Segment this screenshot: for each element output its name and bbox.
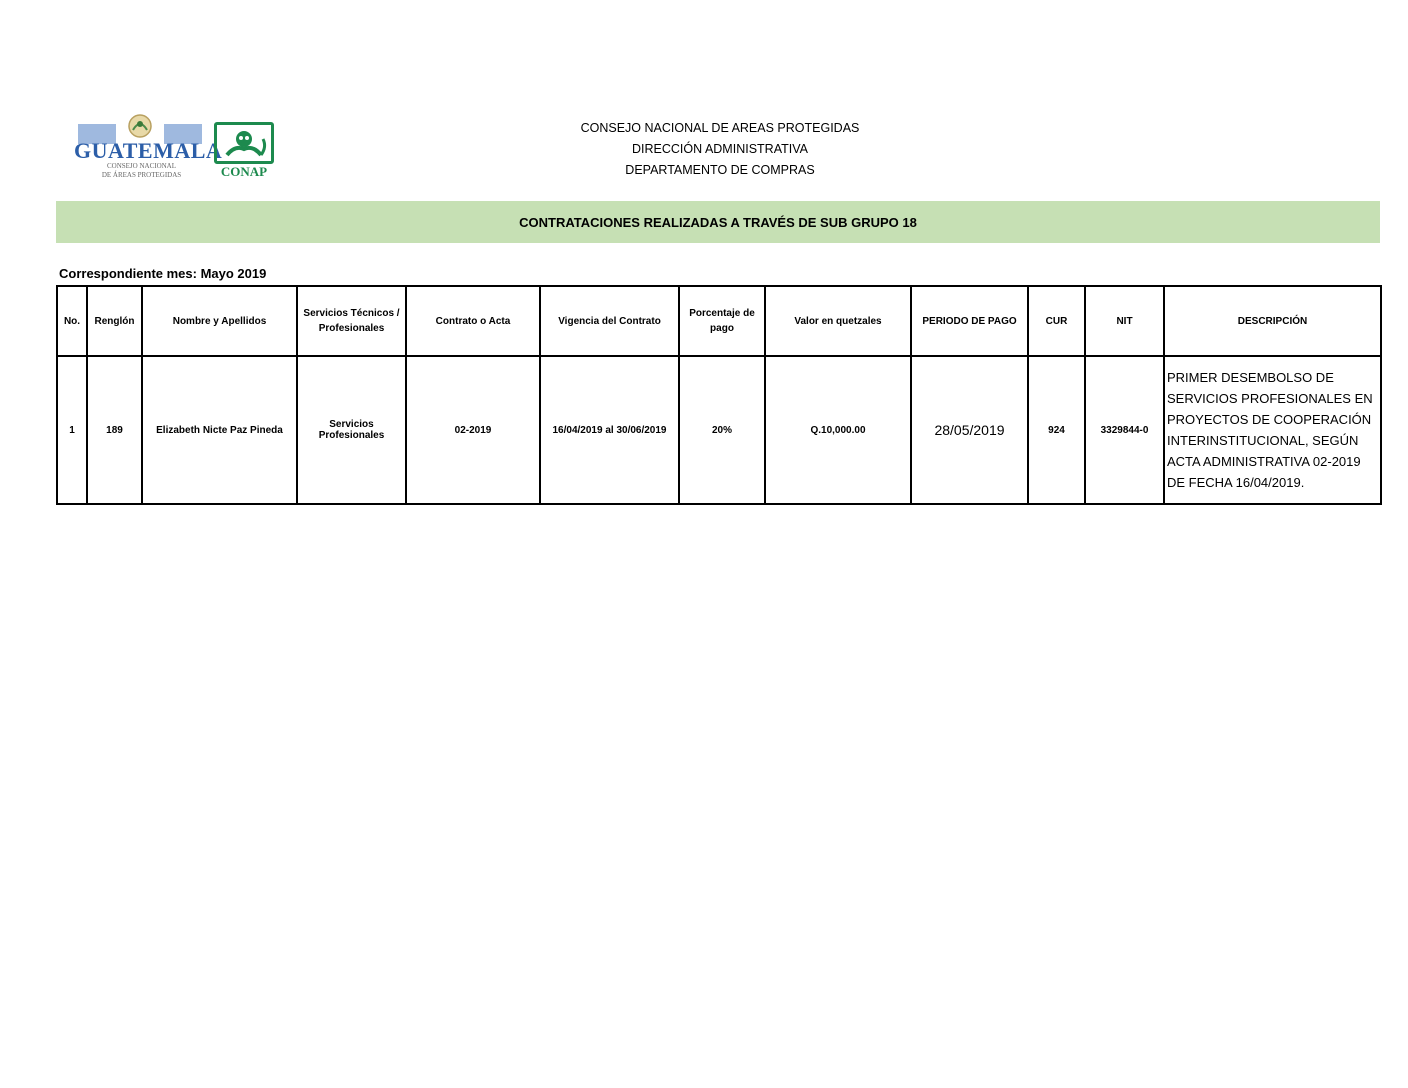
col-header-vigencia: Vigencia del Contrato bbox=[540, 286, 679, 356]
title-band bbox=[56, 201, 1380, 243]
col-header-servicios: Servicios Técnicos / Profesionales bbox=[297, 286, 406, 356]
guatemala-word: GUATEMALA bbox=[74, 138, 223, 163]
guatemala-subtitle-2: DE ÁREAS PROTEGIDAS bbox=[101, 171, 182, 179]
col-header-renglon: Renglón bbox=[87, 286, 142, 356]
month-label: Correspondiente mes: Mayo 2019 bbox=[59, 266, 267, 281]
guatemala-logo bbox=[74, 110, 223, 182]
col-header-valor: Valor en quetzales bbox=[765, 286, 911, 356]
cell-vigencia: 16/04/2019 al 30/06/2019 bbox=[540, 356, 679, 504]
cell-descripcion: PRIMER DESEMBOLSO DE SERVICIOS PROFESIONALES EN PROYECTOS DE COOPERACIÓN INTERINSTITUCIONAL, SEGÚN ACTA ADMINISTRATIVA 02-2019 DE FECHA 16/04/2019. bbox=[1164, 356, 1381, 504]
col-header-nit: NIT bbox=[1085, 286, 1164, 356]
cell-nombre: Elizabeth Nicte Paz Pineda bbox=[142, 356, 297, 504]
header-line-2: DIRECCIÓN ADMINISTRATIVA bbox=[632, 142, 808, 156]
cell-valor: Q.10,000.00 bbox=[765, 356, 911, 504]
col-header-descripcion: DESCRIPCIÓN bbox=[1164, 286, 1381, 356]
col-header-no: No. bbox=[57, 286, 87, 356]
logos bbox=[74, 110, 284, 185]
contracts-table bbox=[56, 285, 1382, 505]
col-header-cur: CUR bbox=[1028, 286, 1085, 356]
cell-renglon: 189 bbox=[87, 356, 142, 504]
col-header-contrato: Contrato o Acta bbox=[406, 286, 540, 356]
conap-frame bbox=[214, 122, 274, 164]
cell-nit: 3329844-0 bbox=[1085, 356, 1164, 504]
col-header-nombre: Nombre y Apellidos bbox=[142, 286, 297, 356]
cell-cur: 924 bbox=[1028, 356, 1085, 504]
quetzal-emblem-icon bbox=[124, 112, 156, 140]
table-header-row bbox=[57, 286, 1381, 356]
table-row bbox=[57, 356, 1381, 504]
band-title: CONTRATACIONES REALIZADAS A TRAVÉS DE SUB GRUPO 18 bbox=[519, 214, 917, 230]
header-line-3: DEPARTAMENTO DE COMPRAS bbox=[625, 163, 815, 177]
monkey-icon bbox=[217, 125, 271, 161]
cell-no: 1 bbox=[57, 356, 87, 504]
cell-contrato: 02-2019 bbox=[406, 356, 540, 504]
cell-porcentaje: 20% bbox=[679, 356, 765, 504]
col-header-periodo: PERIODO DE PAGO bbox=[911, 286, 1028, 356]
guatemala-subtitle-1: CONSEJO NACIONAL bbox=[106, 162, 177, 170]
cell-servicios: Servicios Profesionales bbox=[297, 356, 406, 504]
col-header-porcentaje: Porcentaje de pago bbox=[679, 286, 765, 356]
header-line-1: CONSEJO NACIONAL DE AREAS PROTEGIDAS bbox=[580, 121, 860, 135]
conap-word: CONAP bbox=[220, 164, 268, 179]
cell-periodo: 28/05/2019 bbox=[911, 356, 1028, 504]
conap-logo bbox=[212, 122, 276, 182]
